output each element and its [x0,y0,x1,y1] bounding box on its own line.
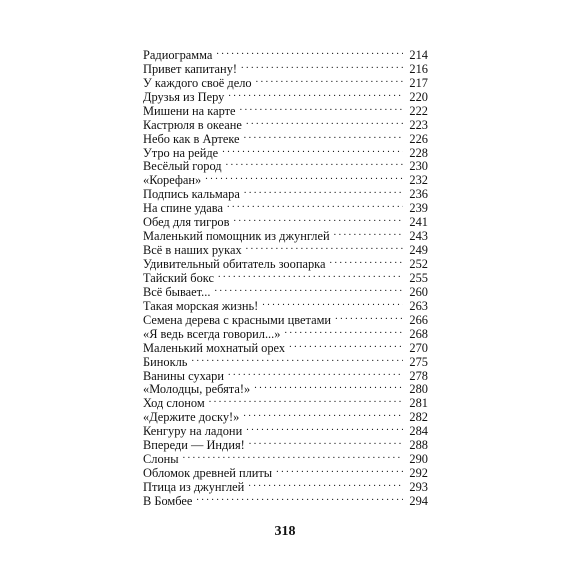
toc-entry [143,380,428,397]
toc-entry-title: Семена дерева с красными цветами [143,312,332,327]
toc-entry-page: 281 [409,396,428,411]
dot-leader [334,226,403,240]
toc-entry-page: 220 [409,89,428,104]
dot-leader [329,254,403,268]
toc-entry-title: Всё бывает... [143,284,211,299]
dot-leader [244,129,403,143]
dot-leader [254,380,403,394]
dot-leader [241,59,403,73]
toc-entry-title: «Держите доску!» [143,410,240,425]
dot-leader [218,268,403,282]
toc-entry-page: 214 [409,47,428,62]
dot-leader [243,407,403,421]
toc-entry-title: Кенгуру на ладони [143,424,243,439]
table-of-contents [143,45,428,508]
toc-entry-page: 226 [409,131,428,146]
toc-entry [143,198,428,216]
dot-leader [262,296,403,310]
toc-entry [143,407,428,425]
toc-entry-title: Небо как в Артеке [143,131,240,146]
dot-leader [183,449,403,463]
toc-entry-title: Маленький мохнатый орех [143,340,286,355]
dot-leader [222,143,403,157]
dot-leader [335,310,403,324]
toc-entry [143,240,428,258]
toc-entry-page: 249 [409,243,428,258]
toc-entry-page: 241 [409,215,428,230]
dot-leader [240,101,403,115]
toc-entry [143,254,428,271]
dot-leader [289,338,403,352]
toc-entry [143,184,428,202]
dot-leader [226,157,403,171]
toc-entry-title: Радиограмма [143,47,213,62]
toc-entry-page: 239 [409,201,428,216]
toc-entry-title: Друзья из Перу [143,89,225,104]
toc-entry-page: 275 [409,354,428,369]
toc-entry-title: Подпись кальмара [143,187,240,202]
toc-entry-page: 292 [409,466,428,481]
toc-entry-title: Обед для тигров [143,215,230,230]
toc-entry-title: В Бомбее [143,493,193,508]
dot-leader [248,477,403,491]
toc-entry-page: 230 [409,159,428,174]
toc-entry-title: Слоны [143,452,179,467]
toc-entry-title: Ванины сухари [143,368,224,383]
toc-entry-title: Удивительный обитатель зоопарка [143,257,326,271]
toc-entry-title: Маленький помощник из джунглей [143,229,330,244]
toc-entry [143,170,428,188]
toc-entry-page: 252 [409,257,428,271]
toc-entry-title: Обломок древней плиты [143,466,273,481]
toc-entry-title: Бинокль [143,354,188,369]
toc-entry [143,45,428,62]
toc-entry-title: Тайский бокс [143,270,214,285]
toc-entry-page: 236 [409,187,428,202]
toc-entry-page: 294 [409,493,428,508]
toc-entry-page: 293 [409,480,428,494]
toc-entry-page: 260 [409,284,428,299]
toc-entry-title: «Корефан» [143,173,202,188]
toc-entry-title: У каждого своё дело [143,75,252,90]
toc-entry [143,59,428,76]
dot-leader [246,240,403,254]
dot-leader [209,393,403,407]
toc-entry-title: Весёлый город [143,159,222,174]
toc-entry-page: 268 [409,326,428,341]
toc-entry-page: 222 [409,103,428,118]
toc-entry-page: 284 [409,424,428,439]
toc-entry-page: 228 [409,145,428,160]
toc-entry-page: 217 [409,75,428,90]
page-number: 318 [274,524,296,539]
toc-entry-title: Мишени на карте [143,103,236,118]
dot-leader [227,198,403,212]
toc-entry-page: 288 [409,438,428,453]
toc-entry [143,212,428,230]
dot-leader [284,324,403,338]
toc-entry-title: Такая морская жизнь! [143,298,259,313]
toc-entry-title: На спине удава [143,201,223,216]
dot-leader [276,463,403,477]
toc-entry [143,449,428,467]
toc-entry-title: Привет капитану! [143,61,238,76]
dot-leader [228,87,403,101]
toc-entry-title: Ход слоном [143,396,205,411]
toc-entry-title: Впереди — Индия! [143,438,245,453]
toc-entry-page: 270 [409,340,428,355]
toc-entry [143,157,428,174]
toc-entry-page: 243 [409,229,428,244]
toc-entry-page: 290 [409,452,428,467]
dot-leader [205,170,403,184]
toc-entry [143,421,428,439]
dot-leader [246,421,403,435]
toc-entry-page: 278 [409,368,428,383]
toc-entry-page: 216 [409,61,428,76]
dot-leader [228,366,403,380]
toc-entry [143,435,428,453]
dot-leader [233,212,403,226]
toc-entry-title: «Я ведь всегда говорил...» [143,326,281,341]
toc-entry-page: 280 [409,382,428,397]
dot-leader [256,73,403,87]
toc-entry-page: 255 [409,270,428,285]
dot-leader [244,184,403,198]
toc-entry-page: 263 [409,298,428,313]
toc-entry [143,463,428,481]
toc-entry [143,477,428,494]
toc-entry [143,268,428,285]
dot-leader [246,115,403,129]
toc-entry-title: «Молодцы, ребята!» [143,382,251,397]
dot-leader [214,282,403,296]
toc-entry-title: Кастрюля в океане [143,117,242,132]
toc-entry-title: Птица из джунглей [143,480,245,494]
toc-entry-page: 282 [409,410,428,425]
toc-entry-title: Всё в наших руках [143,243,242,258]
toc-entry [143,282,428,299]
toc-entry-page: 266 [409,312,428,327]
toc-entry [143,393,428,411]
toc-entry [143,491,428,508]
dot-leader [249,435,403,449]
toc-entry-page: 223 [409,117,428,132]
dot-leader [216,45,403,59]
toc-entry-title: Утро на рейде [143,145,219,160]
toc-entry [143,226,428,244]
toc-entry-page: 232 [409,173,428,188]
dot-leader [191,352,403,366]
dot-leader [196,491,403,505]
